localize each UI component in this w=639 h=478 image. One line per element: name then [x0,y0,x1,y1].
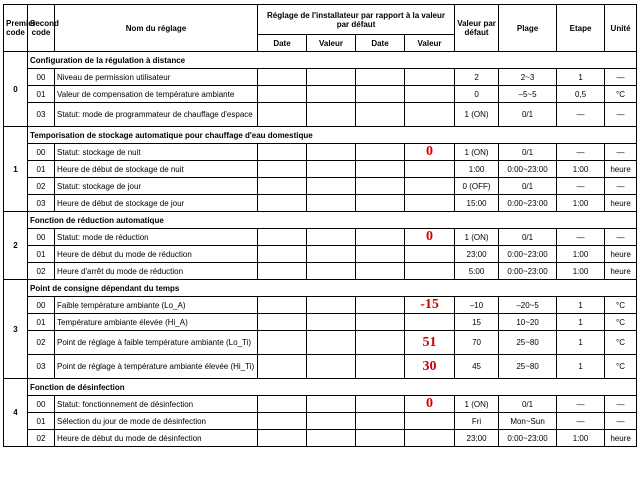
setting-name-cell: Température ambiante élevée (Hi_A) [55,314,258,331]
section-header-row [4,127,637,144]
installer-date-2-cell [356,246,405,263]
installer-date-2-cell [356,103,405,127]
second-code-cell: 02 [28,178,55,195]
range-cell: 0:00~23:00 [499,430,557,447]
table-row [4,86,637,103]
second-code-cell: 00 [28,297,55,314]
step-cell: 1 [557,331,605,355]
header-setting-name: Nom du réglage [55,5,258,52]
section-title: Temporisation de stockage automatique pour chauffage d'eau domestique [28,127,637,144]
installer-date-1-cell [258,229,307,246]
setting-name-cell: Point de réglage à faible température ambiante (Lo_Ti) [55,331,258,355]
installer-date-2-cell [356,413,405,430]
installer-value-1-cell [307,413,356,430]
installer-date-1-cell [258,246,307,263]
step-cell: — [557,144,605,161]
second-code-cell: 01 [28,413,55,430]
installer-date-2-cell [356,69,405,86]
unit-cell: heure [605,195,637,212]
unit-cell: — [605,144,637,161]
installer-value-2-cell [405,413,455,430]
table-row [4,314,637,331]
range-cell: 25~80 [499,355,557,379]
step-cell: 1 [557,69,605,86]
installer-value-1-cell [307,297,356,314]
unit-cell: — [605,229,637,246]
table-body [4,52,637,447]
step-cell: 1 [557,297,605,314]
header-installer-setting: Réglage de l'installateur par rapport à la valeur par défaut [258,5,455,35]
table-row [4,246,637,263]
table-row [4,229,637,246]
installer-value-1-cell [307,246,356,263]
installer-value-1-cell [307,103,356,127]
installer-date-2-cell [356,396,405,413]
installer-date-1-cell [258,331,307,355]
table-row [4,396,637,413]
installer-date-1-cell [258,86,307,103]
section-title: Configuration de la régulation à distance [28,52,637,69]
installer-date-1-cell [258,195,307,212]
section-title: Fonction de réduction automatique [28,212,637,229]
section-header-row [4,52,637,69]
installer-date-2-cell [356,355,405,379]
default-value-cell: 1 (ON) [455,144,499,161]
installer-value-1-cell [307,144,356,161]
step-cell: — [557,178,605,195]
installer-date-2-cell [356,314,405,331]
default-value-cell: 45 [455,355,499,379]
unit-cell: heure [605,430,637,447]
installer-value-2-cell [405,314,455,331]
second-code-cell: 01 [28,246,55,263]
second-code-cell: 00 [28,69,55,86]
table-row [4,297,637,314]
setting-name-cell: Sélection du jour de mode de désinfection [55,413,258,430]
step-cell: 1 [557,355,605,379]
range-cell: –5~5 [499,86,557,103]
installer-value-2-cell [405,69,455,86]
installer-value-2-cell [405,195,455,212]
installer-date-1-cell [258,144,307,161]
default-value-cell: 23:00 [455,430,499,447]
handwritten-annotation: 30 [422,358,437,374]
installer-value-2-cell [405,263,455,280]
table-row [4,178,637,195]
installer-value-2-cell [405,355,455,379]
setting-name-cell: Point de réglage à température ambiante élevée (Hi_Ti) [55,355,258,379]
header-unit: Unité [605,5,637,52]
default-value-cell: 1:00 [455,161,499,178]
default-value-cell: 1 (ON) [455,229,499,246]
installer-value-1-cell [307,314,356,331]
range-cell: Mon~Sun [499,413,557,430]
header-value-2: Valeur [405,35,455,52]
range-cell: 0/1 [499,103,557,127]
table-row [4,195,637,212]
header-range: Plage [499,5,557,52]
range-cell: 0:00~23:00 [499,195,557,212]
second-code-cell: 02 [28,331,55,355]
unit-cell: heure [605,246,637,263]
range-cell: 0/1 [499,396,557,413]
unit-cell: heure [605,161,637,178]
range-cell: 25~80 [499,331,557,355]
default-value-cell: 1 (ON) [455,103,499,127]
installer-value-1-cell [307,161,356,178]
setting-name-cell: Heure de début du mode de désinfection [55,430,258,447]
second-code-cell: 03 [28,355,55,379]
installer-date-2-cell [356,195,405,212]
unit-cell: — [605,69,637,86]
range-cell: 0:00~23:00 [499,263,557,280]
setting-name-cell: Statut: stockage de nuit [55,144,258,161]
header-date-1: Date [258,35,307,52]
installer-value-2-cell [405,161,455,178]
second-code-cell: 01 [28,86,55,103]
installer-date-1-cell [258,263,307,280]
second-code-cell: 01 [28,161,55,178]
step-cell: — [557,413,605,430]
second-code-cell: 01 [28,314,55,331]
step-cell: 1:00 [557,246,605,263]
section-code: 0 [4,52,28,127]
step-cell: 1:00 [557,430,605,447]
installer-date-1-cell [258,103,307,127]
installer-date-2-cell [356,229,405,246]
table-row [4,331,637,355]
second-code-cell: 02 [28,430,55,447]
second-code-cell: 02 [28,263,55,280]
header-default-value: Valeur par défaut [455,5,499,52]
setting-name-cell: Heure de début de stockage de nuit [55,161,258,178]
handwritten-annotation: 0 [426,396,434,412]
installer-value-1-cell [307,69,356,86]
installer-date-1-cell [258,413,307,430]
table-row [4,413,637,430]
table-row [4,103,637,127]
step-cell: 1:00 [557,195,605,212]
range-cell: 0/1 [499,144,557,161]
range-cell: 0:00~23:00 [499,246,557,263]
installer-value-2-cell [405,297,455,314]
unit-cell: — [605,103,637,127]
installer-value-2-cell [405,103,455,127]
header-first-code: Premier code [4,5,28,52]
installer-value-1-cell [307,430,356,447]
section-code: 2 [4,212,28,280]
installer-date-1-cell [258,355,307,379]
setting-name-cell: Heure d'arrêt du mode de réduction [55,263,258,280]
header-step: Etape [557,5,605,52]
installer-date-2-cell [356,178,405,195]
section-code: 4 [4,379,28,447]
section-title: Fonction de désinfection [28,379,637,396]
default-value-cell: –10 [455,297,499,314]
installer-value-1-cell [307,396,356,413]
unit-cell: °C [605,355,637,379]
default-value-cell: 0 (OFF) [455,178,499,195]
table-row [4,161,637,178]
installer-value-1-cell [307,355,356,379]
unit-cell: — [605,413,637,430]
installer-value-2-cell [405,246,455,263]
installer-value-1-cell [307,229,356,246]
section-title: Point de consigne dépendant du temps [28,280,637,297]
installer-date-1-cell [258,297,307,314]
default-value-cell: 1 (ON) [455,396,499,413]
header-second-code: Second code [28,5,55,52]
installer-date-2-cell [356,161,405,178]
step-cell: 1:00 [557,263,605,280]
setting-name-cell: Statut: mode de programmateur de chauffage d'espace [55,103,258,127]
range-cell: 10~20 [499,314,557,331]
installer-value-2-cell [405,331,455,355]
default-value-cell: 2 [455,69,499,86]
installer-date-1-cell [258,69,307,86]
table-row [4,144,637,161]
installer-value-1-cell [307,178,356,195]
installer-date-2-cell [356,263,405,280]
installer-value-2-cell [405,430,455,447]
header-date-2: Date [356,35,405,52]
section-header-row [4,212,637,229]
setting-name-cell: Statut: fonctionnement de désinfection [55,396,258,413]
handwritten-annotation: 0 [426,229,434,245]
table-row [4,430,637,447]
section-code: 1 [4,127,28,212]
second-code-cell: 03 [28,103,55,127]
header-value-1: Valeur [307,35,356,52]
installer-date-2-cell [356,144,405,161]
step-cell: 1:00 [557,161,605,178]
second-code-cell: 00 [28,144,55,161]
default-value-cell: 15 [455,314,499,331]
installer-value-1-cell [307,263,356,280]
handwritten-annotation: 0 [426,144,434,160]
installer-date-2-cell [356,430,405,447]
installer-value-2-cell [405,229,455,246]
table-row [4,263,637,280]
handwritten-annotation: 51 [422,334,437,350]
installer-value-2-cell [405,396,455,413]
installer-date-1-cell [258,161,307,178]
installer-date-2-cell [356,297,405,314]
setting-name-cell: Faible température ambiante (Lo_A) [55,297,258,314]
settings-table [3,4,637,447]
installer-date-2-cell [356,86,405,103]
installer-date-1-cell [258,178,307,195]
second-code-cell: 00 [28,229,55,246]
installer-date-1-cell [258,396,307,413]
installer-date-1-cell [258,314,307,331]
default-value-cell: 70 [455,331,499,355]
range-cell: –20~5 [499,297,557,314]
installer-date-1-cell [258,430,307,447]
range-cell: 0:00~23:00 [499,161,557,178]
installer-value-1-cell [307,331,356,355]
step-cell: — [557,396,605,413]
installer-value-2-cell [405,178,455,195]
range-cell: 2~3 [499,69,557,86]
unit-cell: °C [605,297,637,314]
installer-value-2-cell [405,86,455,103]
setting-name-cell: Niveau de permission utilisateur [55,69,258,86]
range-cell: 0/1 [499,178,557,195]
default-value-cell: Fri [455,413,499,430]
setting-name-cell: Heure de début de stockage de jour [55,195,258,212]
range-cell: 0/1 [499,229,557,246]
table-row [4,355,637,379]
installer-date-2-cell [356,331,405,355]
default-value-cell: 15:00 [455,195,499,212]
unit-cell: °C [605,314,637,331]
unit-cell: heure [605,263,637,280]
unit-cell: °C [605,86,637,103]
second-code-cell: 03 [28,195,55,212]
default-value-cell: 5:00 [455,263,499,280]
handwritten-annotation: -15 [420,297,439,313]
setting-name-cell: Statut: mode de réduction [55,229,258,246]
second-code-cell: 00 [28,396,55,413]
step-cell: — [557,229,605,246]
unit-cell: °C [605,331,637,355]
installer-value-2-cell [405,144,455,161]
step-cell: — [557,103,605,127]
section-header-row [4,280,637,297]
installer-value-1-cell [307,86,356,103]
setting-name-cell: Valeur de compensation de température ambiante [55,86,258,103]
section-header-row [4,379,637,396]
installer-value-1-cell [307,195,356,212]
default-value-cell: 0 [455,86,499,103]
setting-name-cell: Statut: stockage de jour [55,178,258,195]
table-row [4,69,637,86]
step-cell: 0,5 [557,86,605,103]
unit-cell: — [605,396,637,413]
section-code: 3 [4,280,28,379]
setting-name-cell: Heure de début du mode de réduction [55,246,258,263]
unit-cell: — [605,178,637,195]
step-cell: 1 [557,314,605,331]
default-value-cell: 23:00 [455,246,499,263]
